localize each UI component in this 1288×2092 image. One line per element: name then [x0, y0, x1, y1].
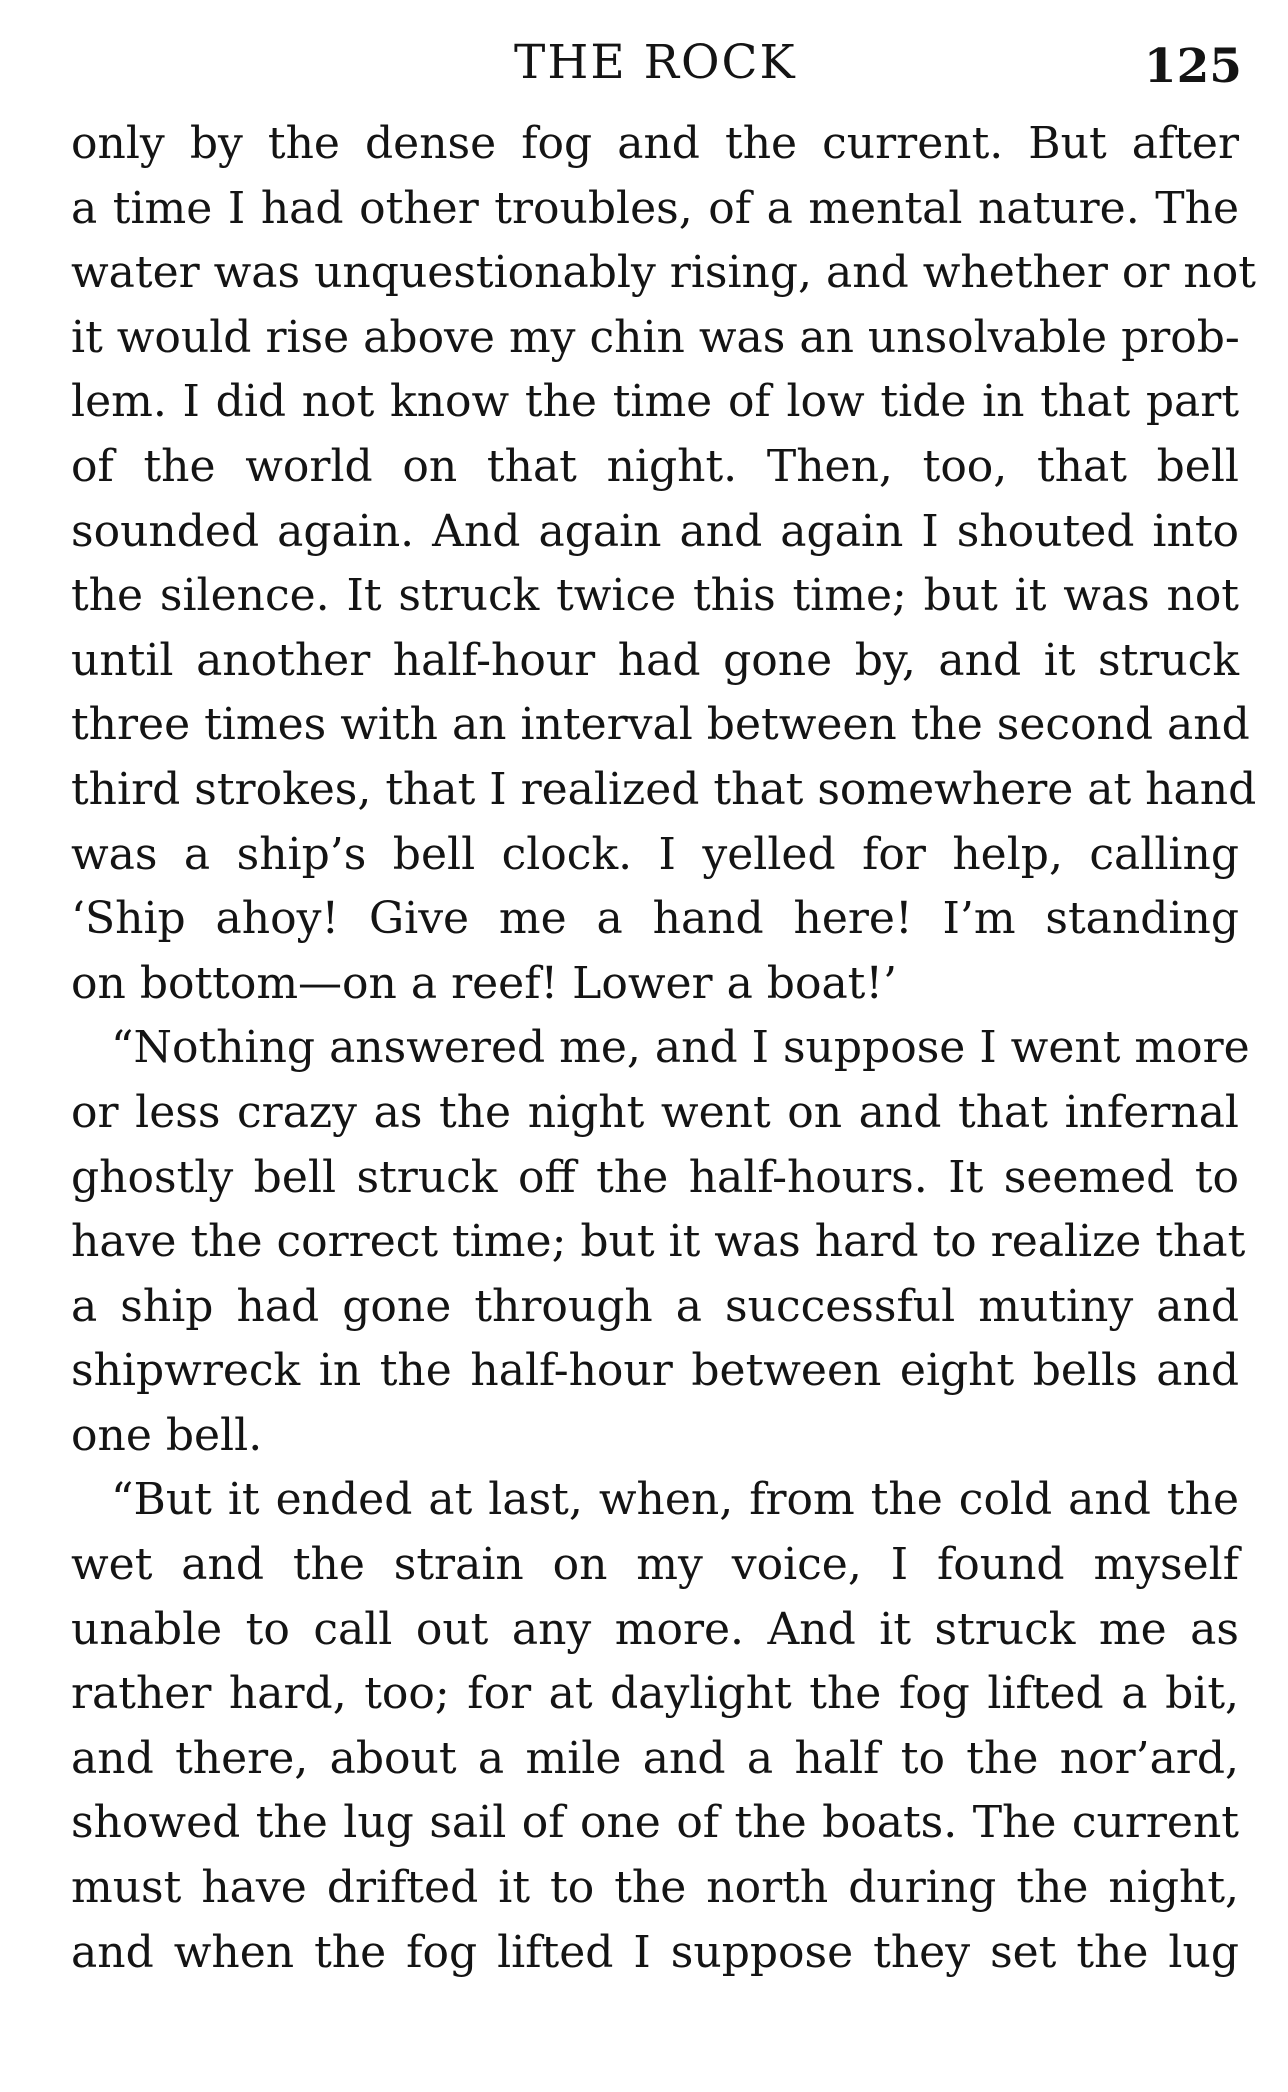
paragraph-3 — [71, 1468, 1239, 1985]
text-line: on bottom—on a reef! Lower a boat!’ — [71, 957, 898, 1009]
text-line: third strokes, that I realized that somewhere at hand — [71, 763, 1257, 815]
text-line: unable to call out any more. And it struck me as — [71, 1603, 1239, 1655]
text-line: a time I had other troubles, of a mental nature. The — [71, 182, 1239, 234]
text-line: until another half-hour had gone by, and it struck — [71, 634, 1239, 686]
text-line: must have drifted it to the north during the night, — [71, 1862, 1239, 1914]
text-line: was a ship’s bell clock. I yelled for help, calling — [71, 828, 1239, 880]
text-line: a ship had gone through a successful mutiny and — [71, 1280, 1239, 1332]
page-number: 125 — [1143, 39, 1242, 94]
text-line: it would rise above my chin was an unsolvable prob- — [71, 311, 1240, 363]
text-line: rather hard, too; for at daylight the fog lifted a bit, — [71, 1668, 1239, 1720]
text-line: only by the dense fog and the current. But after — [71, 118, 1239, 169]
text-line: ghostly bell struck off the half-hours. It seemed to — [71, 1151, 1239, 1203]
text-line: lem. I did not know the time of low tide in that part — [71, 376, 1239, 428]
paragraph-2 — [71, 1016, 1250, 1468]
text-line: showed the lug sail of one of the boats. The current — [71, 1797, 1239, 1849]
text-line: the silence. It struck twice this time; but it was not — [71, 570, 1239, 622]
text-line: three times with an interval between the second and — [71, 699, 1250, 751]
text-line: or less crazy as the night went on and that infernal — [71, 1086, 1239, 1138]
text-line: sounded again. And again and again I shouted into — [71, 505, 1239, 557]
text-line: “But it ended at last, when, from the cold and the — [111, 1474, 1239, 1526]
text-line: ‘Ship ahoy! Give me a hand here! I’m standing — [71, 893, 1239, 945]
body-text — [71, 112, 1257, 1985]
text-line: and when the fog lifted I suppose they set the lug — [71, 1926, 1239, 1978]
text-line: have the correct time; but it was hard to realize that — [71, 1216, 1246, 1268]
paragraph-1 — [71, 112, 1257, 1016]
text-line: “Nothing answered me, and I suppose I went more — [111, 1022, 1250, 1074]
text-line: wet and the strain on my voice, I found myself — [71, 1539, 1239, 1591]
text-line: shipwreck in the half-hour between eight bells and — [71, 1345, 1239, 1397]
text-line: water was unquestionably rising, and whether or not — [71, 247, 1256, 299]
text-line: one bell. — [71, 1409, 263, 1461]
text-line: and there, about a mile and a half to the nor’ard, — [71, 1732, 1239, 1784]
text-line: of the world on that night. Then, too, that bell — [71, 440, 1239, 492]
running-head: THE ROCK — [514, 35, 797, 90]
page-header — [0, 28, 1288, 98]
